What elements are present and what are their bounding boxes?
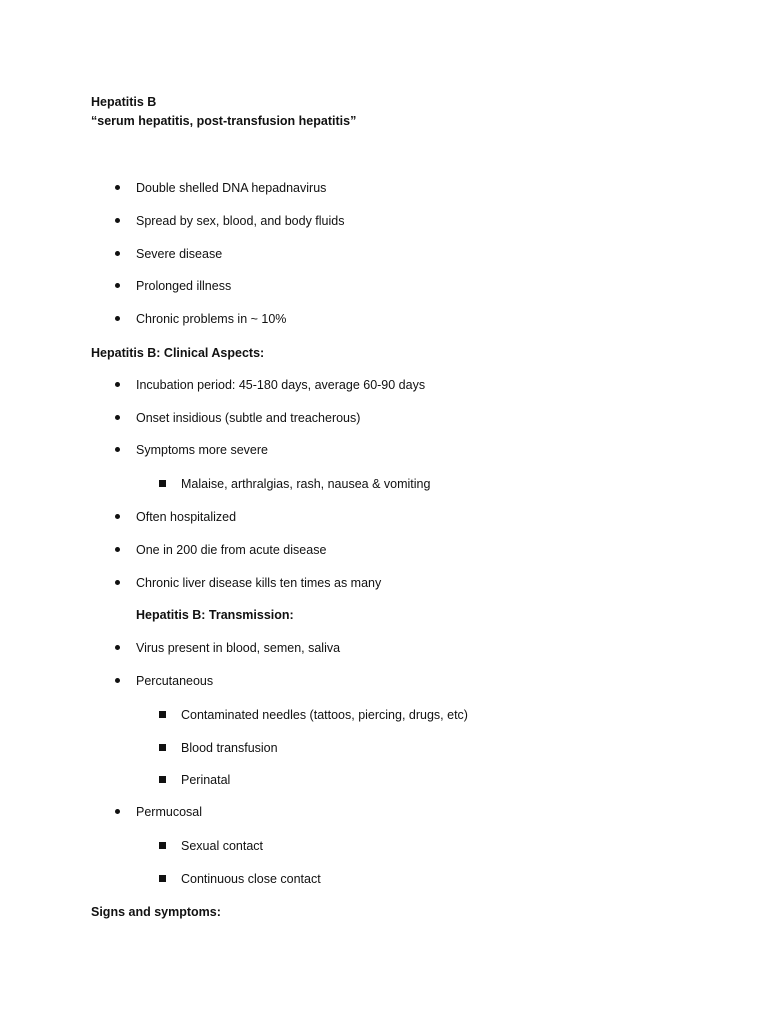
sub-bullet-square	[159, 842, 166, 849]
sub-list-item: Contaminated needles (tattoos, piercing, drugs, etc)	[181, 708, 468, 722]
section-heading-signs: Signs and symptoms:	[91, 905, 221, 919]
sub-list-item: Continuous close contact	[181, 872, 321, 886]
bullet-dot	[115, 283, 120, 288]
sub-bullet-square	[159, 776, 166, 783]
bullet-dot	[115, 316, 120, 321]
bullet-dot	[115, 447, 120, 452]
bullet-dot	[115, 251, 120, 256]
bullet-dot	[115, 415, 120, 420]
list-item: Chronic liver disease kills ten times as many	[136, 576, 382, 590]
document-subtitle: “serum hepatitis, post-transfusion hepatitis”	[91, 114, 357, 128]
bullet-dot	[115, 514, 120, 519]
list-item: Symptoms more severe	[136, 443, 268, 457]
sub-list-item: Malaise, arthralgias, rash, nausea & vomiting	[181, 477, 431, 491]
sub-bullet-square	[159, 875, 166, 882]
bullet-dot	[115, 547, 120, 552]
bullet-dot	[115, 218, 120, 223]
list-item: One in 200 die from acute disease	[136, 543, 327, 557]
sub-bullet-square	[159, 480, 166, 487]
sub-bullet-square	[159, 711, 166, 718]
list-item: Often hospitalized	[136, 510, 237, 524]
list-item: Chronic problems in ~ 10%	[136, 312, 287, 326]
bullet-dot	[115, 580, 120, 585]
list-item: Permucosal	[136, 805, 202, 819]
list-item: Severe disease	[136, 247, 223, 261]
sub-bullet-square	[159, 744, 166, 751]
list-item: Prolonged illness	[136, 279, 232, 293]
sub-list-item: Sexual contact	[181, 839, 263, 853]
list-item: Percutaneous	[136, 674, 214, 688]
bullet-dot	[115, 678, 120, 683]
bullet-dot	[115, 645, 120, 650]
list-item: Double shelled DNA hepadnavirus	[136, 181, 327, 195]
list-item: Virus present in blood, semen, saliva	[136, 641, 341, 655]
document-title: Hepatitis B	[91, 95, 157, 109]
bullet-dot	[115, 809, 120, 814]
list-item: Onset insidious (subtle and treacherous)	[136, 411, 361, 425]
bullet-dot	[115, 382, 120, 387]
section-heading-clinical: Hepatitis B: Clinical Aspects:	[91, 346, 265, 360]
section-heading-transmission: Hepatitis B: Transmission:	[136, 608, 294, 622]
bullet-dot	[115, 185, 120, 190]
sub-list-item: Blood transfusion	[181, 741, 278, 755]
list-item: Incubation period: 45-180 days, average 60-90 days	[136, 378, 426, 392]
sub-list-item: Perinatal	[181, 773, 231, 787]
list-item: Spread by sex, blood, and body fluids	[136, 214, 345, 228]
